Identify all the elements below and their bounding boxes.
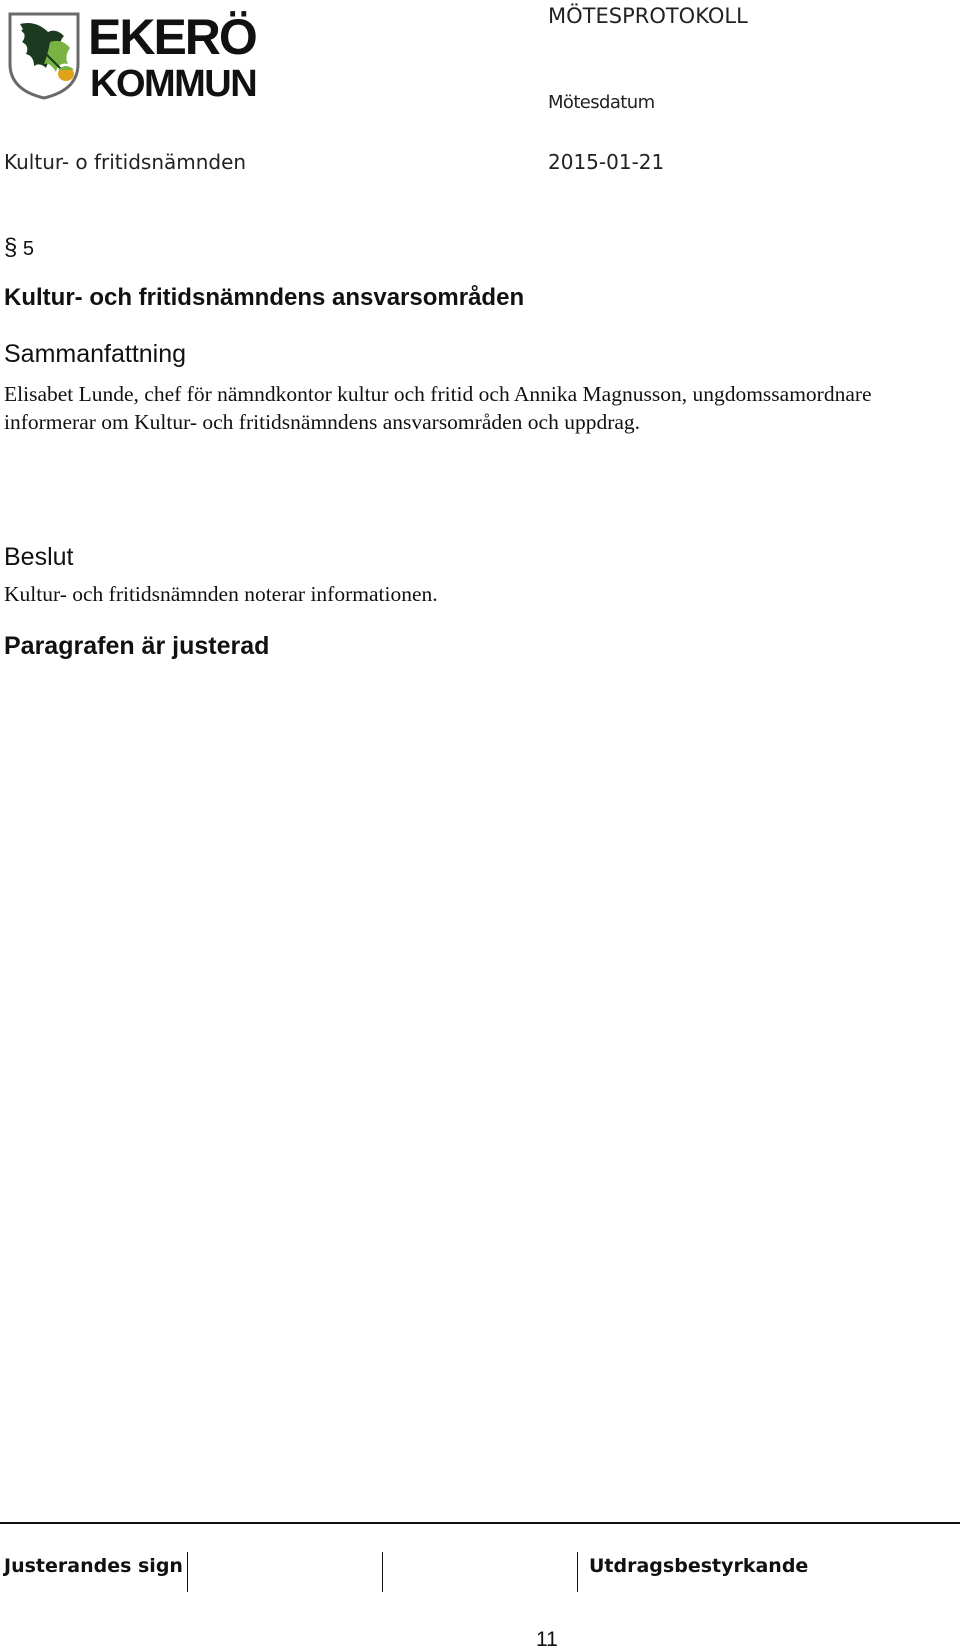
meeting-date: 2015-01-21 xyxy=(548,150,665,174)
adjusted-statement: Paragrafen är justerad xyxy=(4,632,270,660)
certification-label: Utdragsbestyrkande xyxy=(589,1555,809,1577)
ekero-kommun-logo xyxy=(6,2,276,102)
paragraph-number xyxy=(4,234,34,262)
signature-field-divider xyxy=(382,1552,383,1592)
committee-name: Kultur- o fritidsnämnden xyxy=(4,150,247,174)
summary-text: Elisabet Lunde, chef för nämndkontor kultur och fritid och Annika Magnusson, ungdomssamordnare informerar om Kultur- och fritidsnämndens ansvarsområden och uppdrag. xyxy=(4,382,872,434)
signature-label: Justerandes sign xyxy=(4,1555,183,1577)
decision-heading: Beslut xyxy=(4,543,74,571)
section-title: Kultur- och fritidsnämndens ansvarsområden xyxy=(4,284,525,311)
coat-of-arms-icon xyxy=(10,14,78,98)
signature-field-divider xyxy=(577,1552,578,1592)
logo-text-ekero: EKERÖ xyxy=(88,9,256,65)
section-symbol: § xyxy=(4,234,18,261)
page-number: 11 xyxy=(536,1628,558,1651)
document-type: MÖTESPROTOKOLL xyxy=(548,4,748,28)
paragraph-number-value: 5 xyxy=(22,238,35,260)
decision-text: Kultur- och fritidsnämnden noterar informationen. xyxy=(4,582,438,606)
signature-field-divider xyxy=(187,1552,188,1592)
logo-text-kommun: KOMMUN xyxy=(90,63,257,102)
summary-heading: Sammanfattning xyxy=(4,340,187,368)
footer-divider xyxy=(0,1522,960,1524)
meeting-date-label: Mötesdatum xyxy=(548,92,655,113)
